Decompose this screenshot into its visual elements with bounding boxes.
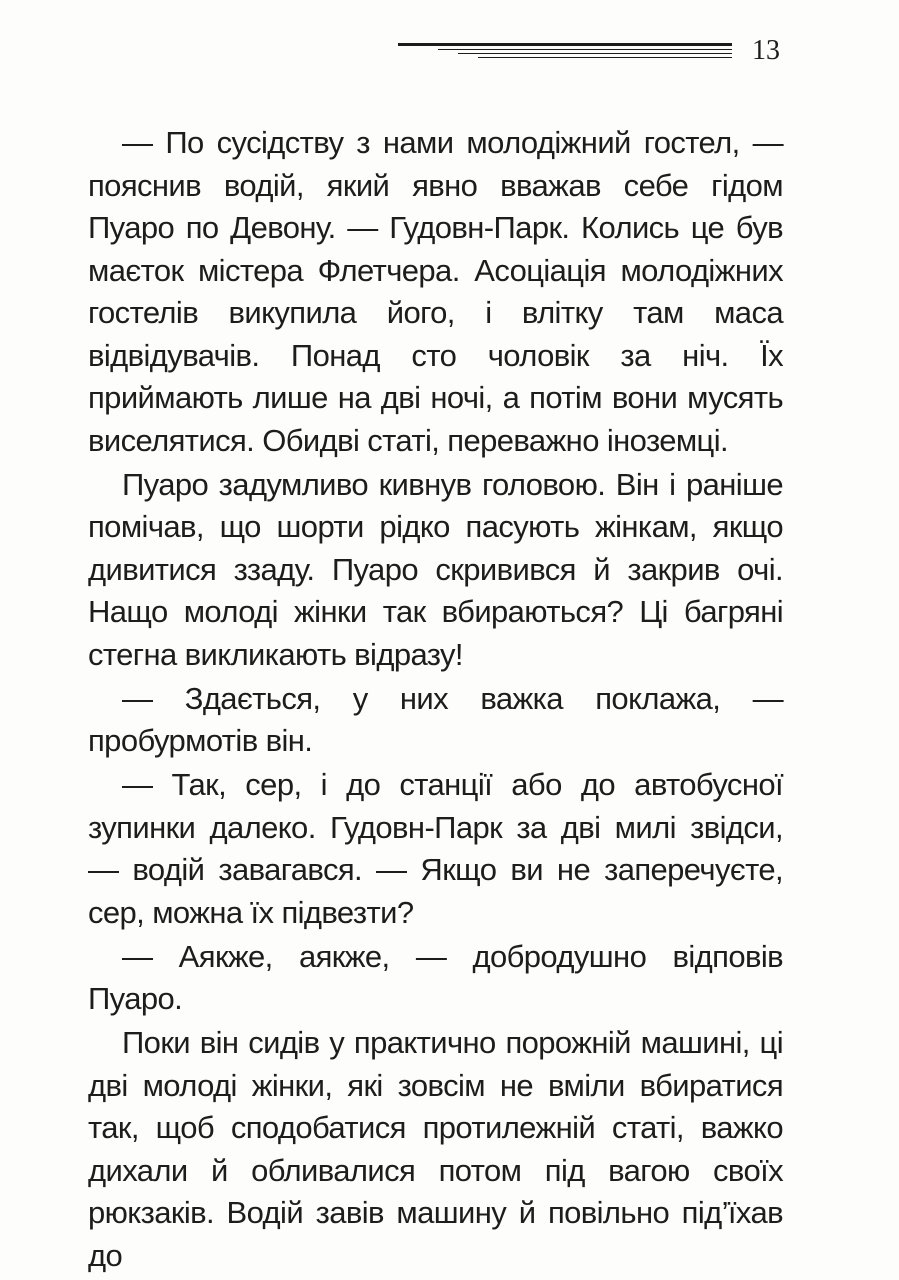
paragraph: — Здається, у них важка поклажа, — пробурмотів він. — [88, 680, 783, 758]
paragraph: — Так, сер, і до станції або до автобусної зупинки далеко. Гудовн-Парк за дві милі звідси, — водій завагався. — Якщо ви не заперечуєте, сер, можна їх підвезти? — [88, 767, 783, 930]
running-header — [398, 34, 780, 68]
header-rule — [438, 49, 732, 50]
page-number: 13 — [752, 35, 780, 66]
body-text — [88, 122, 783, 1279]
header-rule — [478, 57, 732, 58]
paragraph: Пуаро задумливо кивнув головою. Він і раніше помічав, що шорти рідко пасують жінкам, якщо дивитися ззаду. Пуаро скривився й закрив очі. Нащо молоді жінки так вбираються? Ці багряні стегна викликають відразу! — [88, 466, 783, 672]
paragraph: — По сусідству з нами молодіжний гостел, — пояснив водій, який явно вважав себе гідом Пуаро по Девону. — Гудовн-Парк. Колись це був маєток містера Флетчера. Асоціація молодіжних гостелів викупила його, і влітку там маса відвідувачів. Понад сто чоловік за ніч. Їх приймають лише на дві ночі, а потім вони мусять виселятися. Обидві статі, переважно іноземці. — [88, 125, 783, 458]
paragraph: — Аякже, аякже, — добродушно відповів Пуаро. — [88, 938, 783, 1016]
paragraph: Поки він сидів у практично порожній машині, ці дві молоді жінки, які зовсім не вміли вбиратися так, щоб сподобатися протилежній статі, важко дихали й обливалися потом під вагою своїх рюкзаків. Водій завів машину й повільно під’їхав до — [88, 1025, 783, 1273]
header-rule — [398, 43, 732, 46]
header-rule — [458, 53, 732, 54]
